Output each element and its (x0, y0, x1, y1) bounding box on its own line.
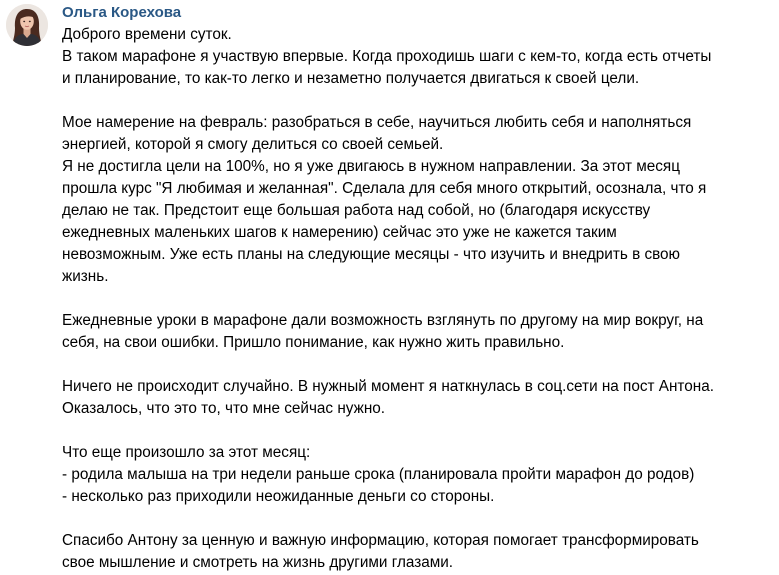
post-text-line: Оказалось, что это то, что мне сейчас нужно. (62, 400, 386, 417)
post-text-blank-line (62, 288, 774, 310)
post-text-line: Ничего не происходит случайно. В нужный момент я наткнулась в соц.сети на пост Антона. (62, 378, 714, 395)
post-text-line: Доброго времени суток. (62, 26, 232, 43)
author-name-link[interactable]: Ольга Корехова (62, 4, 182, 21)
post-text-line: делаю не так. Предстоит еще большая работа над собой, но (благодаря искусству (62, 202, 651, 219)
post-text-blank-line (62, 420, 774, 442)
post-text-line: прошла курс "Я любимая и желанная". Сделала для себя много открытий, осознала, что я (62, 180, 707, 197)
post-text-line: В таком марафоне я участвую впервые. Когда проходишь шаги с кем-то, когда есть отчеты (62, 48, 712, 65)
post-text-line: энергией, которой я смогу делиться со своей семьей. (62, 136, 444, 153)
post-text-line: себя, на свои ошибки. Пришло понимание, как нужно жить правильно. (62, 334, 565, 351)
post-text-line: и планирование, то как-то легко и незаметно получается двигаться к своей цели. (62, 70, 640, 87)
author-portrait-icon (6, 4, 48, 46)
post-text-blank-line (62, 508, 774, 530)
post-text-line: Мое намерение на февраль: разобраться в себе, научиться любить себя и наполняться (62, 114, 692, 131)
post-text-line: - родила малыша на три недели раньше срока (планировала пройти марафон до родов) (62, 466, 695, 483)
post-text-line: - несколько раз приходили неожиданные деньги со стороны. (62, 488, 495, 505)
post-text-blank-line (62, 354, 774, 376)
post-text-line: Я не достигла цели на 100%, но я уже двигаюсь в нужном направлении. За этот месяц (62, 158, 680, 175)
post-text-line: Что еще произошло за этот месяц: (62, 444, 311, 461)
author-avatar[interactable] (6, 4, 48, 46)
post-text-line: невозможным. Уже есть планы на следующие месяцы - что изучить и внедрить в свою (62, 246, 681, 263)
post-text-line: Ежедневные уроки в марафоне дали возможность взглянуть по другому на мир вокруг, на (62, 312, 704, 329)
post-text-line: жизнь. (62, 268, 109, 285)
post-text-line: Спасибо Антону за ценную и важную информацию, которая помогает трансформировать (62, 532, 699, 549)
post-text-line: ежедневных маленьких шагов к намерению) сейчас это уже не кажется таким (62, 224, 617, 241)
post-text (62, 24, 774, 574)
post-text-line: свое мышление и смотреть на жизнь другими глазами. (62, 554, 454, 571)
post-text-blank-line (62, 90, 774, 112)
